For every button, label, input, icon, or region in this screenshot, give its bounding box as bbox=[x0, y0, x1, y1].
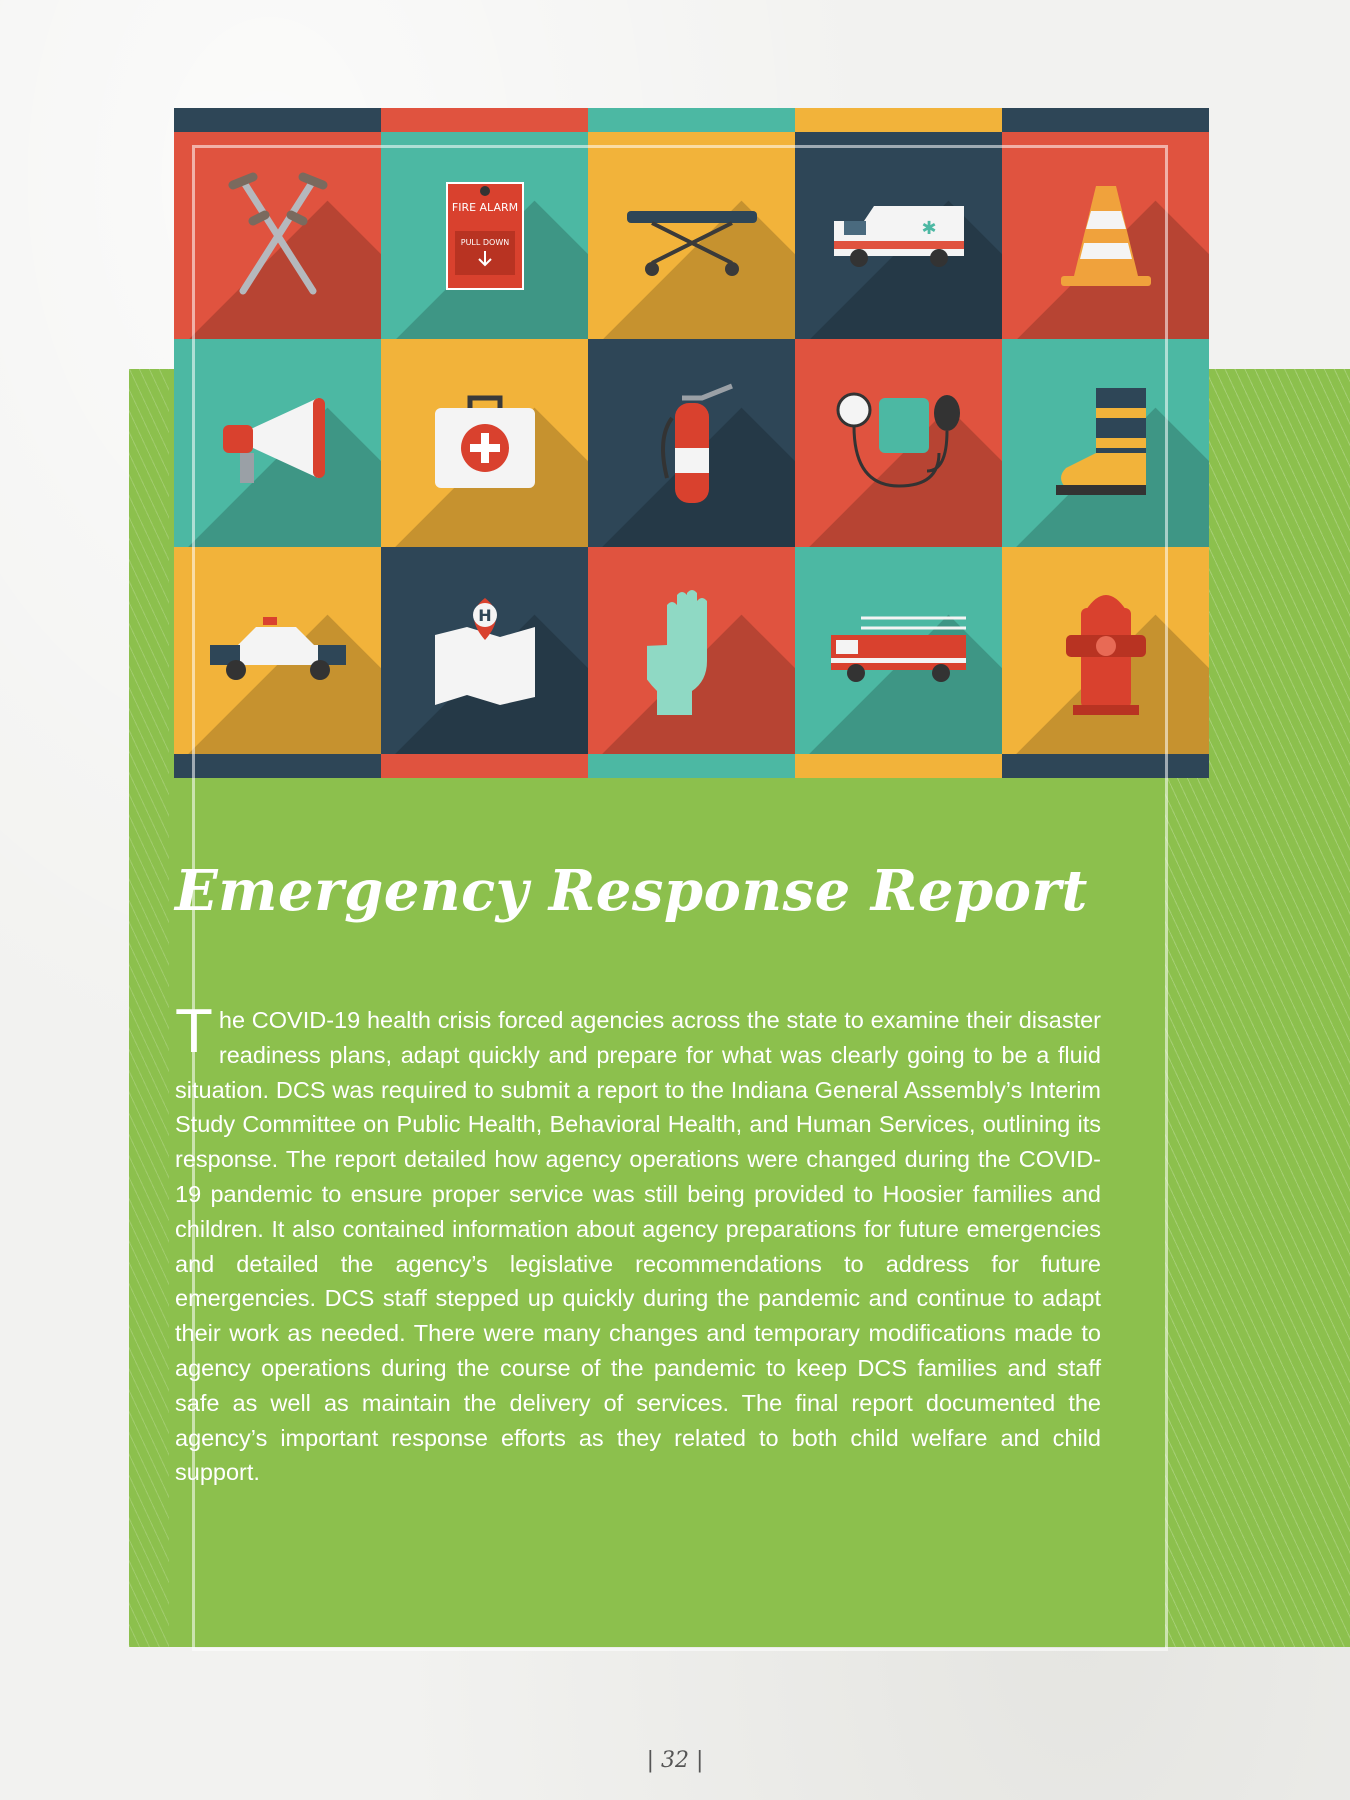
blood-pressure-monitor-icon bbox=[829, 388, 969, 498]
fire-extinguisher-icon bbox=[647, 378, 737, 508]
stretcher-icon bbox=[622, 191, 762, 281]
tile-megaphone bbox=[174, 339, 381, 546]
drop-cap: T bbox=[175, 997, 213, 1066]
fire-hydrant-icon bbox=[1061, 580, 1151, 720]
fire-truck-icon bbox=[826, 610, 971, 690]
tile-first-aid-kit bbox=[381, 339, 588, 546]
emergency-icons-illustration bbox=[174, 108, 1209, 778]
firefighter-boot-icon bbox=[1051, 383, 1161, 503]
tile-fire-truck bbox=[795, 547, 1002, 754]
page-number: | 32 | bbox=[646, 1748, 704, 1773]
ambulance-icon bbox=[829, 196, 969, 276]
pull-down-label: PULL DOWN bbox=[460, 237, 509, 247]
hatch-pattern-left bbox=[129, 369, 169, 1647]
first-aid-kit-icon bbox=[430, 393, 540, 493]
tile-fire-extinguisher bbox=[588, 339, 795, 546]
fire-alarm-label: FIRE ALARM bbox=[451, 200, 518, 214]
megaphone-icon bbox=[218, 393, 338, 493]
hospital-map-icon bbox=[430, 595, 540, 705]
tile-firefighter-boot bbox=[1002, 339, 1209, 546]
tile-crutches bbox=[174, 132, 381, 339]
body-text: he COVID-19 health crisis forced agencies across the state to examine their disaster readiness plans, adapt quickly and prepare for what was clearly going to be a fluid situation. DCS was required to submit a report to the Indiana General Assembly’s Interim Study Committee on Public Health, Behavioral Health, and Human Services, outlining its response. The report detailed how agency operations were changed during the COVID-19 pandemic to ensure proper service was still being provided to Hoosier families and children. It also contained information about agency preparations for future emergencies and detailed the agency’s legislative recommendations to address for future emergencies. DCS staff stepped up quickly during the pandemic and continue to adapt their work as needed. There were many changes and temporary modifications made to agency operations during the course of the pandemic to keep DCS families and staff safe as well as maintain the delivery of services. The final report documented the agency’s important response efforts as they related to both child welfare and child support. bbox=[175, 1007, 1101, 1486]
body-paragraph bbox=[175, 997, 1101, 1490]
svg-text:✱: ✱ bbox=[920, 217, 937, 239]
tile-medical-glove bbox=[588, 547, 795, 754]
bottom-stripe bbox=[174, 754, 1209, 778]
top-stripe bbox=[174, 108, 1209, 132]
svg-text:H: H bbox=[477, 606, 492, 626]
fire-alarm-icon bbox=[445, 181, 525, 291]
tile-hospital-map bbox=[381, 547, 588, 754]
traffic-cone-icon bbox=[1056, 181, 1156, 291]
page-title: Emergency Response Report bbox=[175, 858, 1088, 924]
tile-traffic-cone bbox=[1002, 132, 1209, 339]
tile-police-car bbox=[174, 547, 381, 754]
tile-fire-alarm bbox=[381, 132, 588, 339]
tile-ambulance bbox=[795, 132, 1002, 339]
crutches-icon bbox=[223, 171, 333, 301]
tile-stretcher bbox=[588, 132, 795, 339]
police-car-icon bbox=[208, 615, 348, 685]
tile-fire-hydrant bbox=[1002, 547, 1209, 754]
medical-glove-icon bbox=[647, 585, 737, 715]
tile-blood-pressure bbox=[795, 339, 1002, 546]
